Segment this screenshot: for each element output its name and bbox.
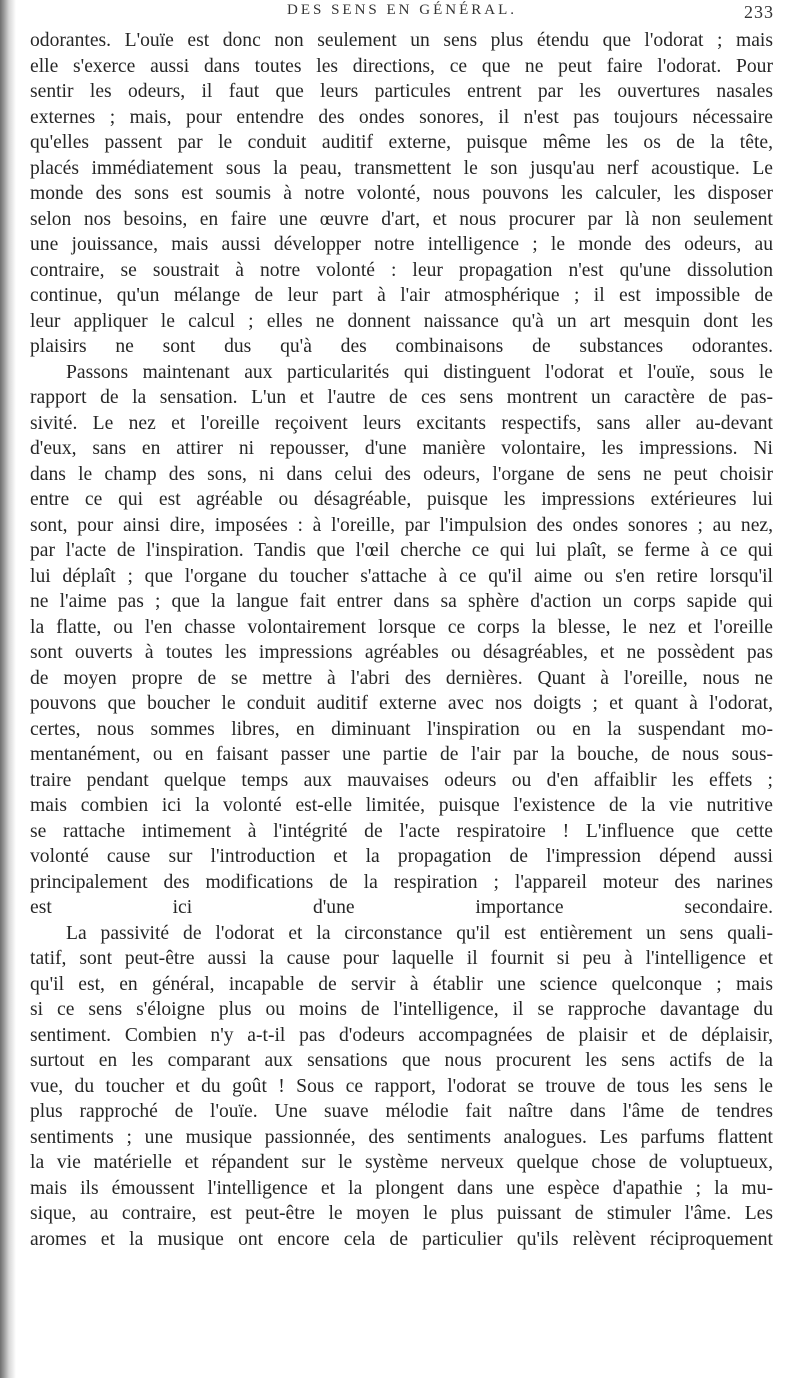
text-line: mais combien ici la volonté est-elle limitée, puisque l'existence de la vie nutritive [30,795,773,816]
text-line: sont, pour ainsi dire, imposées : à l'oreille, par l'impulsion des ondes sonores ; au nez, [30,514,773,536]
text-line: si ce sens s'éloigne plus ou moins de l'intelligence, il se rapproche davantage du [30,999,773,1020]
text-line: plus rapproché de l'ouïe. Une suave mélodie fait naître dans l'âme de tendres [30,1101,773,1122]
text-line: placés immédiatement sous la peau, transmettent le son jusqu'au nerf acoustique. Le [30,157,773,179]
text-line: lui déplaît ; que l'organe du toucher s'attache à ce qu'il aime ou s'en retire lorsqu'il [30,565,773,587]
text-line: monde des sons est soumis à notre volonté, nous pouvons les calculer, les disposer [30,183,773,204]
text-line: ne l'aime pas ; que la langue fait entrer dans sa sphère d'action un corps sapide qui [30,591,773,612]
text-line: Passons maintenant aux particularités qui distinguent l'odorat et l'ouïe, sous le [66,361,773,383]
text-line: pouvons que boucher le conduit auditif externe avec nos doigts ; et quant à l'odorat, [30,693,773,714]
text-line: qu'elles passent par le conduit auditif externe, puisque même les os de la tête, [30,132,773,153]
text-line: qu'il est, en général, incapable de servir à établir une science quelconque ; mais [30,973,773,995]
text-line: continue, qu'un mélange de leur part à l'air atmosphérique ; il est impossible de [30,285,773,306]
text-line: une jouissance, mais aussi développer notre intelligence ; le monde des odeurs, au [30,234,773,255]
text-line: selon nos besoins, en faire une œuvre d'art, et nous procurer par là non seulement [30,208,773,230]
text-line: tatif, sont peut-être aussi la cause pour laquelle il fournit si peu à l'intelligence et [30,948,773,969]
text-line: vue, du toucher et du goût ! Sous ce rapport, l'odorat se trouve de tous les sens le [30,1075,773,1097]
text-line: rapport de la sensation. L'un et l'autre de ces sens montrent un caractère de pas- [30,387,773,408]
text-line: sivité. Le nez et l'oreille reçoivent leurs excitants respectifs, sans aller au-devant [30,412,773,434]
text-line: plaisirs ne sont dus qu'à des combinaisons de substances odorantes. [30,336,773,357]
text-line: elle s'exerce aussi dans toutes les directions, ce que ne peut faire l'odorat. Pour [30,55,773,77]
text-line: principalement des modifications de la respiration ; l'appareil moteur des narines [30,871,773,893]
text-line: la flatte, ou l'en chasse volontairement lorsque ce corps la blesse, le nez et l'oreille [30,616,773,638]
text-line: sique, au contraire, est peut-être le moyen le plus puissant de stimuler l'âme. Les [30,1203,773,1224]
text-line: d'eux, sans en attirer ni repousser, d'une manière volontaire, les impressions. Ni [30,438,773,459]
text-line: surtout en les comparant aux sensations que nous procurent les sens actifs de la [30,1050,773,1071]
text-line: la vie matérielle et répandent sur le système nerveux quelque chose de voluptueux, [30,1152,773,1173]
text-line: externes ; mais, pour entendre des ondes sonores, il n'est pas toujours nécessaire [30,106,773,128]
text-line: se rattache intimement à l'intégrité de l'acte respiratoire ! L'influence que cette [30,820,773,842]
text-line: est ici d'une importance secondaire. [30,897,773,918]
text-line: sentiment. Combien n'y a-t-il pas d'odeurs accompagnées de plaisir et de déplaisir, [30,1024,773,1046]
text-line: dans le champ des sons, ni dans celui des odeurs, l'organe de sens ne peut choisir [30,463,773,485]
text-line: odorantes. L'ouïe est donc non seulement un sens plus étendu que l'odorat ; mais [30,30,773,51]
text-line: de moyen propre de se mettre à l'abri des dernières. Quant à l'oreille, nous ne [30,667,773,689]
text-line: par l'acte de l'inspiration. Tandis que l'œil cherche ce qui lui plaît, se ferme à ce qui [30,540,773,561]
text-line: sont ouverts à toutes les impressions agréables ou désagréables, et ne possèdent pas [30,642,773,663]
text-line: aromes et la musique ont encore cela de particulier qu'ils relèvent réciproquement [30,1228,773,1250]
book-binding-shadow [0,0,16,1378]
text-line: contraire, se soustrait à notre volonté : leur propagation n'est qu'une dissolution [30,259,773,281]
running-title: DES SENS EN GÉNÉRAL. [286,2,517,18]
text-line: certes, nous sommes libres, en diminuant l'inspiration ou en la suspendant mo- [30,718,773,740]
page-number: 233 [744,2,774,22]
text-line: leur appliquer le calcul ; elles ne donnent naissance qu'à un art mesquin dont les [30,310,773,332]
text-line: entre ce qui est agréable ou désagréable, puisque les impressions extérieures lui [30,489,773,510]
text-line: traire pendant quelque temps aux mauvaises odeurs ou d'en affaiblir les effets ; [30,769,773,791]
text-line: mentanément, ou en faisant passer une partie de l'air par la bouche, de nous sous- [30,744,773,765]
running-head [30,2,774,28]
text-line: volonté cause sur l'introduction et la propagation de l'impression dépend aussi [30,846,773,867]
text-line: mais ils émoussent l'intelligence et la plongent dans une espèce d'apathie ; la mu- [30,1177,773,1199]
text-line: sentir les odeurs, il faut que leurs particules entrent par les ouvertures nasales [30,81,773,102]
body-text [30,28,773,1252]
text-line: sentiments ; une musique passionnée, des sentiments analogues. Les parfums flattent [30,1126,773,1148]
text-line: La passivité de l'odorat et la circonstance qu'il est entièrement un sens quali- [66,922,773,944]
